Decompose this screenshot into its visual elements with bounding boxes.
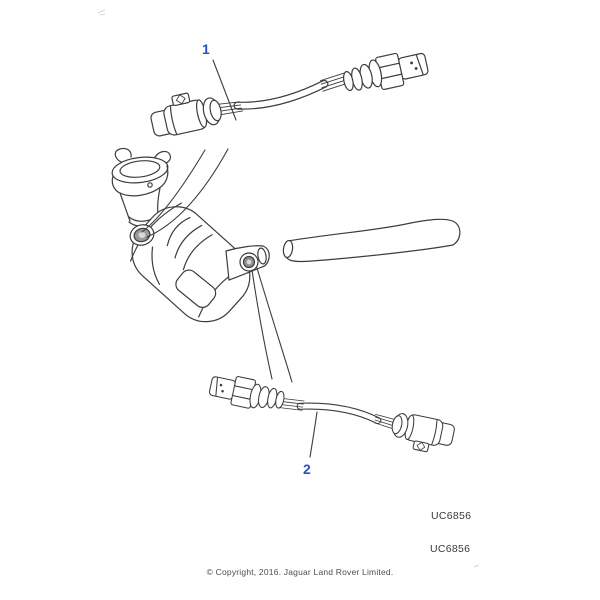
callout-number-1[interactable]: 1 [202,41,210,57]
print-artifact [98,10,479,567]
catalytic-converter-drawing [111,148,460,334]
figure-code-1: UC6856 [431,510,472,522]
oxygen-sensor-part-1-drawing [147,41,430,140]
sensor-boss-2 [240,253,258,271]
figure-code-2: UC6856 [430,543,471,555]
leader-line-boss2-to-sensor2-b [257,268,292,382]
oxygen-sensor-part-2-drawing [207,371,456,456]
leader-line-callout-2 [310,412,317,457]
callout-number-2[interactable]: 2 [303,461,311,477]
copyright-notice: © Copyright, 2016. Jaguar Land Rover Limited. [206,567,394,577]
